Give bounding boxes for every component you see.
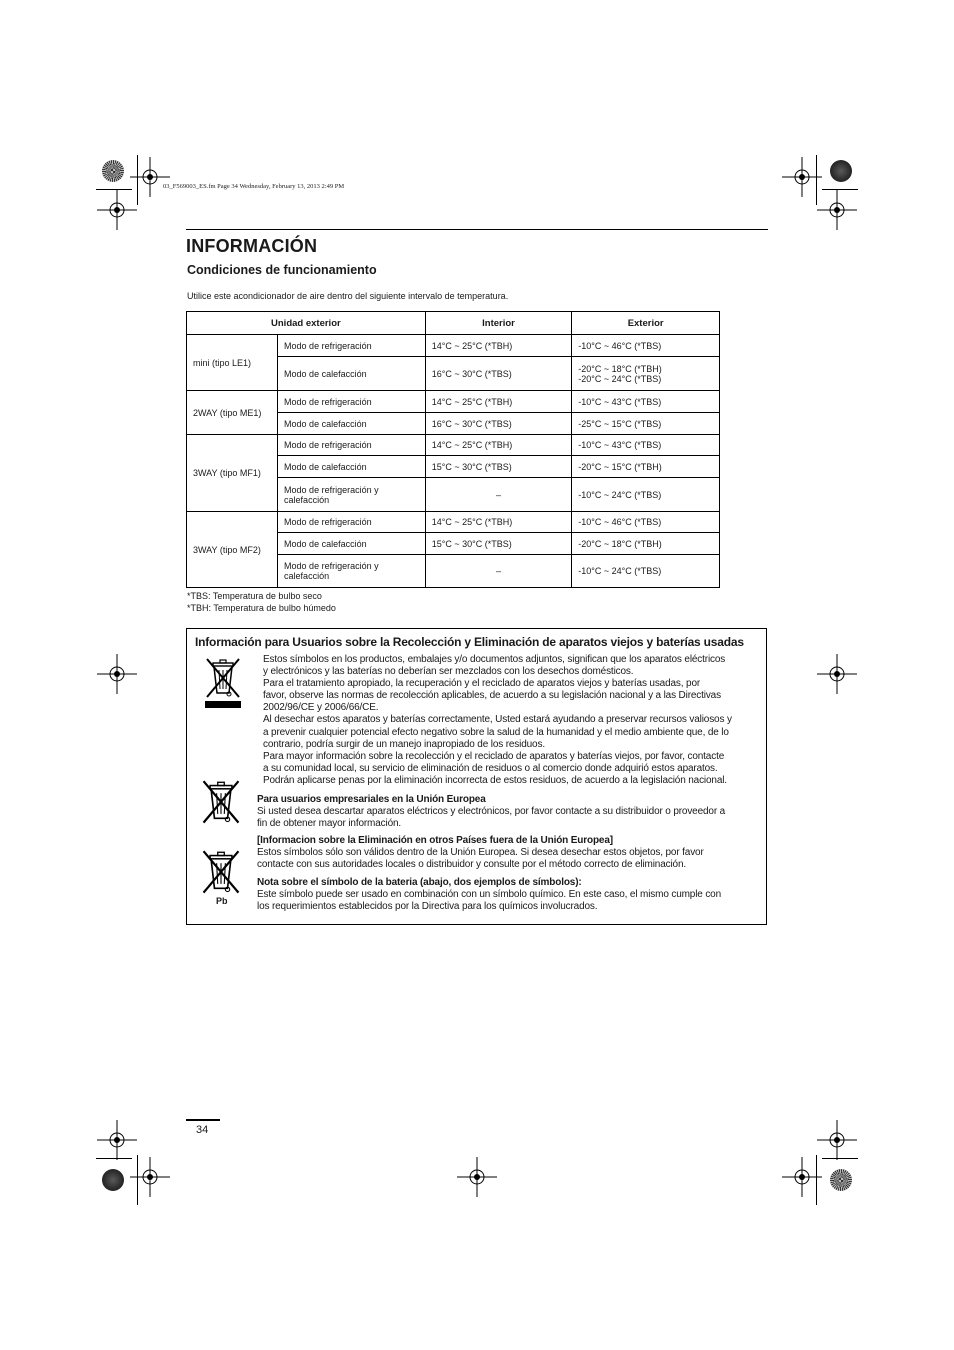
mode-cell: Modo de refrigeración	[278, 335, 426, 357]
disposal-main-text	[263, 654, 732, 787]
battery-heading: Nota sobre el símbolo de la bateria (abajo, dos ejemplos de símbolos):	[257, 877, 582, 888]
registration-disk-icon	[102, 160, 124, 182]
text-line: Para el tratamiento apropiado, la recuperación y el reciclado de aparatos viejos y baterías usadas, por	[263, 678, 701, 690]
text-line: Para mayor información sobre la recolección y el reciclado de aparatos y baterías viejos, por favor, contacte	[263, 750, 725, 762]
disposal-title: Información para Usuarios sobre la Recolección y Eliminación de aparatos viejos y baterías usadas	[195, 635, 744, 649]
mode-cell: Modo de calefacción	[278, 456, 426, 478]
mode-cell: Modo de refrigeración	[278, 391, 426, 413]
crossed-bin-battery-icon	[199, 849, 243, 902]
interior-cell: 16°C ~ 30°C (*TBS)	[425, 357, 572, 391]
exterior-cell: -10°C ~ 43°C (*TBS)	[572, 391, 720, 413]
mode-cell: Modo de refrigeración	[278, 435, 426, 456]
text-line: favor, observe las normas de recolección aplicables, de acuerdo a su legislación nacional y a las Directivas	[263, 690, 721, 702]
interior-cell: –	[425, 555, 572, 588]
mode-cell: Modo de refrigeración y calefacción	[278, 555, 426, 588]
mode-cell: Modo de refrigeración	[278, 512, 426, 533]
intro-text: Utilice este acondicionador de aire dentro del siguiente intervalo de temperatura.	[187, 291, 509, 301]
registration-mark-icon	[817, 190, 857, 230]
header-interior: Interior	[425, 312, 572, 335]
registration-mark-icon	[457, 1157, 497, 1197]
unit-cell: 2WAY (tipo ME1)	[187, 391, 278, 435]
disposal-info-box	[186, 628, 767, 925]
interior-cell: 15°C ~ 30°C (*TBS)	[425, 456, 572, 478]
text-line: Estos símbolos sólo son válidos dentro de la Unión Europea. Si desea desechar estos objetos, por favor	[257, 847, 704, 859]
text-line: contacte con sus autoridades locales o distribuidor y consulte por el método correcto de eliminación.	[257, 859, 686, 871]
outside-eu-section	[257, 835, 704, 871]
mode-cell: Modo de calefacción	[278, 533, 426, 555]
unit-cell: 3WAY (tipo MF2)	[187, 512, 278, 588]
interior-cell: 14°C ~ 25°C (*TBH)	[425, 335, 572, 357]
table-row	[187, 435, 720, 456]
footnote-tbh: *TBH: Temperatura de bulbo húmedo	[187, 603, 336, 613]
text-line: Estos símbolos en los productos, embalajes y/o documentos adjuntos, significan que los aparatos eléctricos	[263, 654, 726, 665]
footnote-tbs: *TBS: Temperatura de bulbo seco	[187, 591, 322, 601]
exterior-cell: -25°C ~ 15°C (*TBS)	[572, 413, 720, 435]
exterior-cell	[572, 357, 720, 391]
table-header-row	[187, 312, 720, 335]
section-title: Condiciones de funcionamiento	[187, 263, 377, 277]
mode-cell: Modo de calefacción	[278, 357, 426, 391]
text-line: Podrán aplicarse penas por la eliminación incorrecta de estos residuos, de acuerdo a la legislación nacional.	[263, 774, 727, 786]
text-line: 2002/96/CE y 2006/66/CE.	[263, 702, 379, 714]
interior-cell: 14°C ~ 25°C (*TBH)	[425, 391, 572, 413]
registration-mark-icon	[97, 1120, 137, 1160]
page-number-rule	[186, 1119, 220, 1121]
unit-cell: 3WAY (tipo MF1)	[187, 435, 278, 512]
registration-mark-icon	[817, 654, 857, 694]
mode-cell: Modo de calefacción	[278, 413, 426, 435]
exterior-line: -20°C ~ 18°C (*TBH)	[578, 363, 662, 374]
page-title: INFORMACIÓN	[186, 236, 318, 256]
registration-mark-icon	[97, 654, 137, 694]
registration-disk-icon	[830, 1169, 852, 1191]
registration-mark-icon	[97, 190, 137, 230]
text-line: fin de obtener mayor información.	[257, 818, 402, 830]
interior-cell: –	[425, 478, 572, 512]
crossed-bin-icon	[199, 779, 243, 832]
header-outdoor-unit: Unidad exterior	[187, 312, 426, 335]
exterior-cell: -10°C ~ 46°C (*TBS)	[572, 512, 720, 533]
pb-label: Pb	[216, 896, 228, 906]
text-line: Este símbolo puede ser usado en combinación con un símbolo químico. En este caso, el mismo cumple con	[257, 889, 721, 901]
registration-mark-icon	[817, 1120, 857, 1160]
crossed-bin-bar-icon	[203, 655, 243, 716]
registration-mark-icon	[130, 1157, 170, 1197]
text-line: Si usted desea descartar aparatos eléctricos y electrónicos, por favor contacte a su distribuidor o proveedor a	[257, 806, 726, 818]
file-info: 03_F569003_ES.fm Page 34 Wednesday, February 13, 2013 2:49 PM	[163, 182, 345, 190]
business-users-section	[257, 794, 725, 830]
operating-conditions-table	[186, 311, 720, 588]
table-row	[187, 391, 720, 413]
registration-mark-icon	[782, 1157, 822, 1197]
header-exterior: Exterior	[572, 312, 720, 335]
text-line: contrario, podría surgir de un manejo inapropiado de los residuos.	[263, 738, 545, 750]
exterior-cell: -20°C ~ 15°C (*TBH)	[572, 456, 720, 478]
text-line: y electrónicos y las baterías no deberían ser mezclados con los desechos domésticos.	[263, 666, 634, 678]
registration-disk-icon	[830, 160, 852, 182]
exterior-cell: -20°C ~ 18°C (*TBH)	[572, 533, 720, 555]
unit-cell: mini (tipo LE1)	[187, 335, 278, 391]
text-line: a su comunidad local, su servicio de eliminación de residuos o al comercio donde adquirió estos aparatos.	[263, 762, 718, 774]
text-line: Al desechar estos aparatos y baterías correctamente, Usted estará ayudando a preservar recursos valiosos y	[263, 714, 732, 726]
outside-eu-heading: [Informacion sobre la Eliminación en otros Países fuera de la Unión Europea]	[257, 835, 613, 846]
registration-mark-icon	[782, 157, 822, 197]
exterior-cell: -10°C ~ 46°C (*TBS)	[572, 335, 720, 357]
registration-disk-icon	[102, 1169, 124, 1191]
header-rule	[186, 229, 768, 230]
exterior-cell: -10°C ~ 24°C (*TBS)	[572, 555, 720, 588]
interior-cell: 16°C ~ 30°C (*TBS)	[425, 413, 572, 435]
exterior-line: -20°C ~ 24°C (*TBS)	[578, 373, 662, 384]
business-heading: Para usuarios empresariales en la Unión Europea	[257, 794, 486, 805]
mode-cell: Modo de refrigeración y calefacción	[278, 478, 426, 512]
page-number: 34	[196, 1124, 209, 1136]
interior-cell: 15°C ~ 30°C (*TBS)	[425, 533, 572, 555]
exterior-cell: -10°C ~ 24°C (*TBS)	[572, 478, 720, 512]
text-line: a prevenir cualquier potencial efecto negativo sobre la salud de la humanidad y el medio ambiente que, de lo	[263, 726, 729, 738]
exterior-cell: -10°C ~ 43°C (*TBS)	[572, 435, 720, 456]
interior-cell: 14°C ~ 25°C (*TBH)	[425, 512, 572, 533]
table-row	[187, 512, 720, 533]
table-row	[187, 335, 720, 357]
text-line: los requerimientos establecidos por la Directiva para los químicos involucrados.	[257, 901, 598, 913]
battery-note-section	[257, 877, 721, 913]
interior-cell: 14°C ~ 25°C (*TBH)	[425, 435, 572, 456]
